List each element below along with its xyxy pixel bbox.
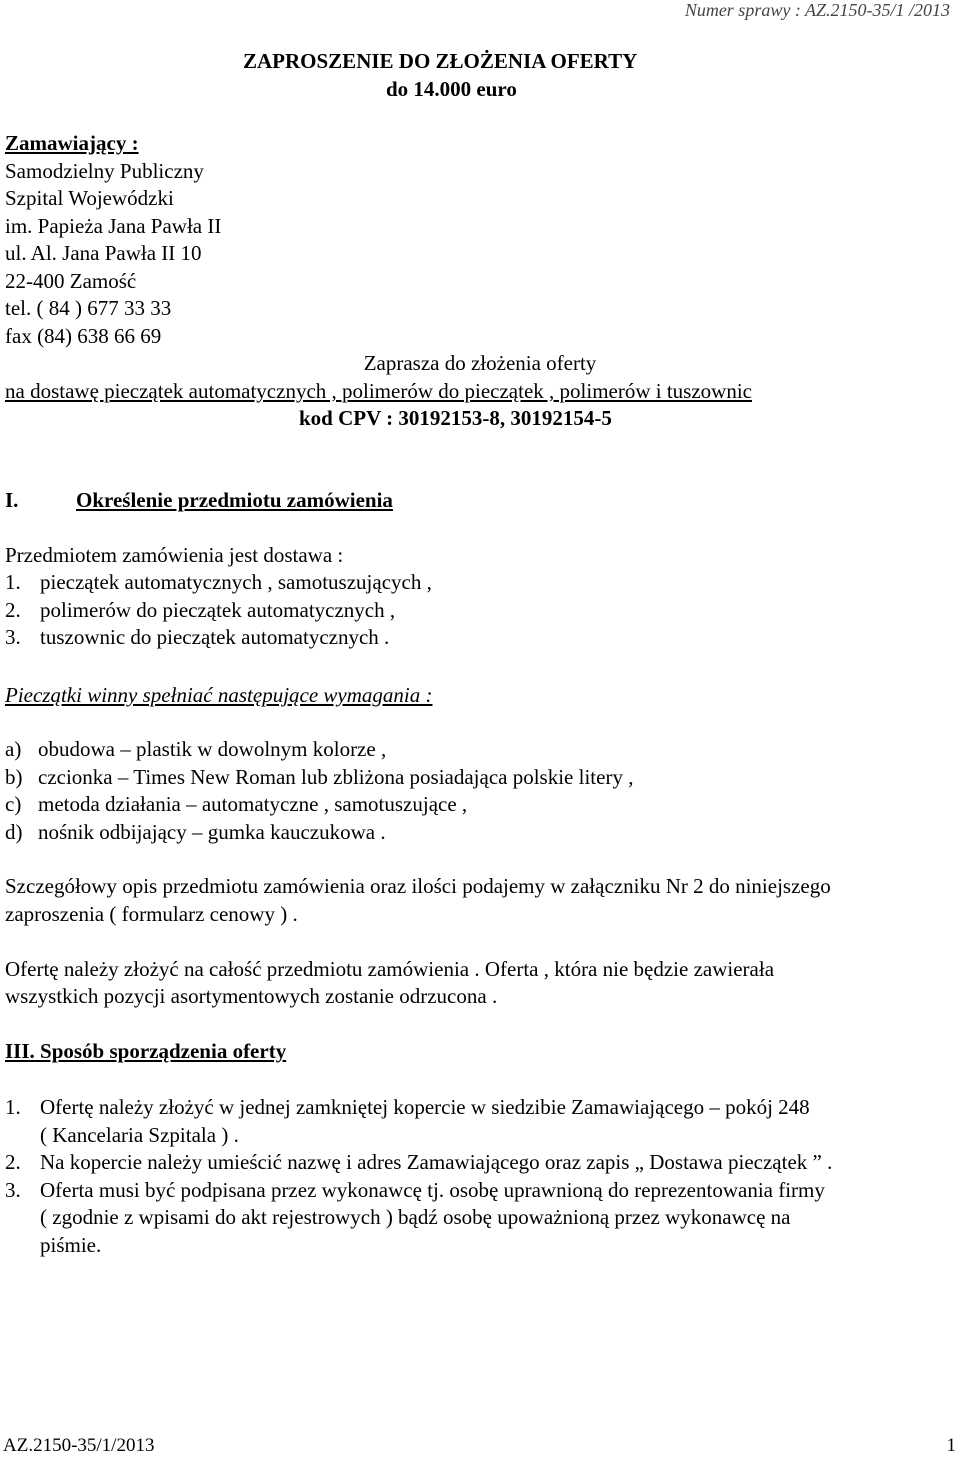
address-line: im. Papieża Jana Pawła II	[5, 214, 222, 238]
list-item-continuation: ( zgodnie z wpisami do akt rejestrowych ) bądź osobę upoważnioną przez wykonawcę na	[40, 1205, 791, 1229]
document-title: ZAPROSZENIE DO ZŁOŻENIA OFERTY	[243, 49, 638, 73]
address-line: Szpital Wojewódzki	[5, 186, 174, 210]
page-number: 1	[946, 1435, 956, 1456]
requirement-item: c) metoda działania – automatyczne , samotuszujące ,	[5, 792, 468, 816]
requirement-item: a) obudowa – plastik w dowolnym kolorze ,	[5, 737, 387, 761]
case-number: Numer sprawy : AZ.2150-35/1 /2013	[684, 0, 950, 20]
section-number: I.	[5, 488, 19, 512]
list-item: 2. polimerów do pieczątek automatycznych ,	[5, 598, 396, 622]
address-line: tel. ( 84 ) 677 33 33	[5, 296, 172, 320]
section-title: Sposób sporządzenia oferty	[40, 1039, 287, 1063]
address-line: ul. Al. Jana Pawła II 10	[5, 241, 202, 265]
section-intro: Przedmiotem zamówienia jest dostawa :	[5, 543, 344, 567]
paragraph-line: wszystkich pozycji asortymentowych zostanie odrzucona .	[5, 984, 498, 1008]
list-item: 3. tuszownic do pieczątek automatycznych .	[5, 625, 390, 649]
address-line: fax (84) 638 66 69	[5, 324, 162, 348]
paragraph-line: Szczegółowy opis przedmiotu zamówienia oraz ilości podajemy w załączniku Nr 2 do niniejszego	[5, 874, 831, 898]
list-item: 2. Na kopercie należy umieścić nazwę i adres Zamawiającego oraz zapis „ Dostawa pieczątek ” .	[5, 1150, 833, 1174]
requirements-title: Pieczątki winny spełniać następujące wymagania :	[5, 683, 433, 707]
section-heading	[5, 1041, 286, 1062]
paragraph-line: zaproszenia ( formularz cenowy ) .	[5, 902, 298, 926]
section-title: Określenie przedmiotu zamówienia	[76, 488, 393, 512]
list-item: 1. pieczątek automatycznych , samotuszujących ,	[5, 570, 432, 594]
list-item-continuation: ( Kancelaria Szpitala ) .	[40, 1123, 239, 1147]
invitation-subject: na dostawę pieczątek automatycznych , polimerów do pieczątek , polimerów i tuszownic	[5, 379, 752, 403]
paragraph-line: Ofertę należy złożyć na całość przedmiotu zamówienia . Oferta , która nie będzie zawierała	[5, 957, 775, 981]
document-subtitle: do 14.000 euro	[386, 77, 517, 101]
list-item: 1. Ofertę należy złożyć w jednej zamkniętej kopercie w siedzibie Zamawiającego – pokój 248	[5, 1095, 810, 1119]
footer-reference: AZ.2150-35/1/2013	[3, 1435, 155, 1456]
address-line: 22-400 Zamość	[5, 269, 137, 293]
contracting-party-label: Zamawiający :	[5, 131, 139, 155]
invitation-heading: Zaprasza do złożenia oferty	[363, 351, 597, 375]
address-line: Samodzielny Publiczny	[5, 159, 204, 183]
section-number: III.	[5, 1039, 35, 1063]
list-item: 3. Oferta musi być podpisana przez wykonawcę tj. osobę uprawnioną do reprezentowania firmy	[5, 1178, 825, 1202]
requirement-item: d) nośnik odbijający – gumka kauczukowa .	[5, 820, 386, 844]
list-item-continuation: piśmie.	[40, 1233, 102, 1257]
requirement-item: b) czcionka – Times New Roman lub zbliżona posiadająca polskie litery ,	[5, 765, 634, 789]
cpv-code: kod CPV : 30192153-8, 30192154-5	[299, 406, 612, 430]
